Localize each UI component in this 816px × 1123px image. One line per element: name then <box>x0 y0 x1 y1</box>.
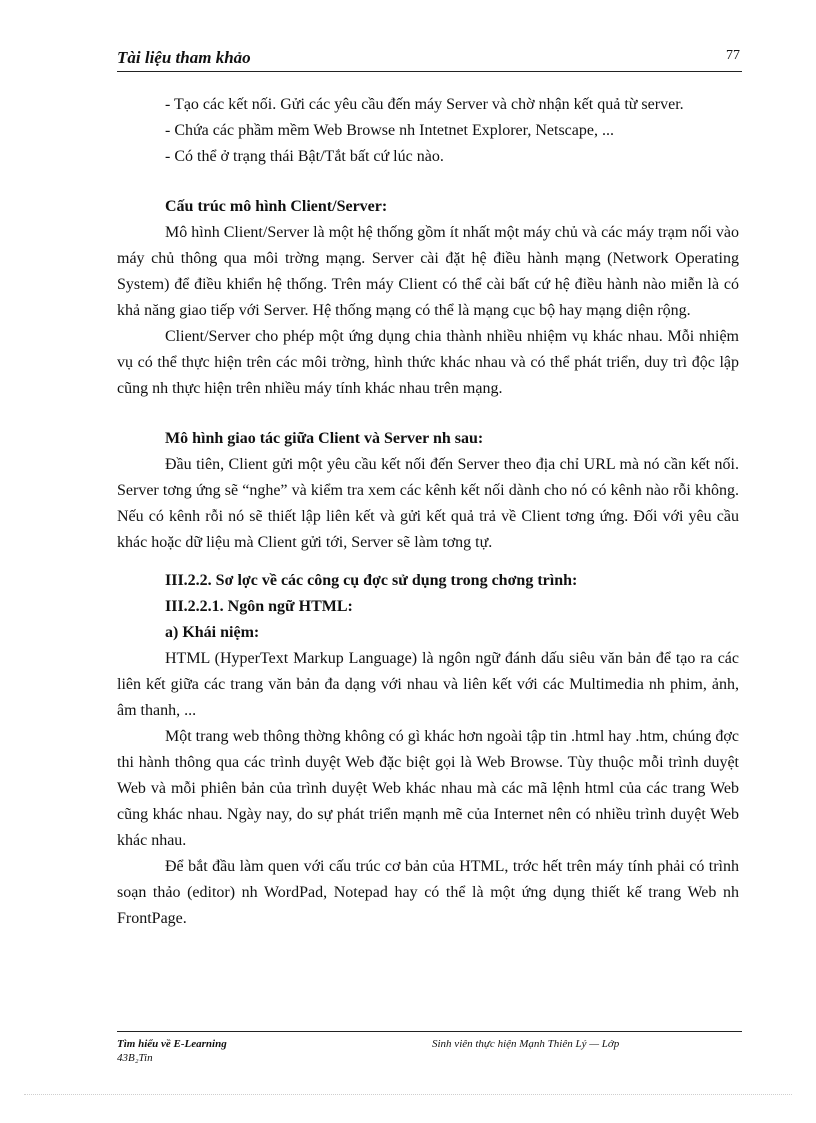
header-title: Tài liệu tham khảo <box>117 48 251 67</box>
body-paragraph: Để bắt đầu làm quen với cấu trúc cơ bản của HTML, trớc hết trên máy tính phải có trình soạn thảo (editor) nh WordPad, Notepad hay có thể là một ứng dụng thiết kế trang Web nh FrontPage. <box>117 858 739 927</box>
bullet-paragraph: - Chứa các phầm mềm Web Browse nh Intetnet Explorer, Netscape, ... <box>165 122 614 139</box>
body-paragraph: HTML (HyperText Markup Language) là ngôn ngữ đánh dấu siêu văn bản để tạo ra các liên kết giữa các trang văn bản đa dạng với nhau và liên kết với các Multimedia nh phim, ảnh, âm thanh, ... <box>117 650 739 719</box>
document-body <box>117 92 739 932</box>
section-heading: Mô hình giao tác giữa Client và Server nh sau: <box>165 430 484 447</box>
section-heading: III.2.2. Sơ lợc về các công cụ đợc sử dụng trong chơng trình: <box>165 572 578 589</box>
footer-class: 43B₂Tin <box>117 1052 153 1064</box>
page-edge-dots <box>24 1094 792 1095</box>
footer-title: Tìm hiểu về E-Learning <box>117 1038 227 1050</box>
body-paragraph: Một trang web thông thờng không có gì khác hơn ngoài tập tin .html hay .htm, chúng đợc thi hành thông qua các trình duyệt Web đặc biệt gọi là Web Browse. Tùy thuộc mỗi trình duyệt Web và mỗi phiên bản của trình duyệt Web khác nhau mà các mã lệnh html của các trang Web cũng khác nhau. Ngày nay, do sự phát triển mạnh mẽ của Internet nên có nhiều trình duyệt Web khác nhau. <box>117 728 739 849</box>
footer-rule <box>117 1031 742 1032</box>
bullet-paragraph: - Tạo các kết nối. Gửi các yêu cầu đến máy Server và chờ nhận kết quả từ server. <box>165 96 684 113</box>
subsection-heading: III.2.2.1. Ngôn ngữ HTML: <box>165 598 353 615</box>
body-paragraph: Client/Server cho phép một ứng dụng chia thành nhiều nhiệm vụ khác nhau. Mỗi nhiệm vụ có thể thực hiện trên các môi trờng, hình thức khác nhau và có thể phát triển, duy trì độc lập cũng nh thực hiện trên nhiều máy tính khác nhau trên mạng. <box>117 328 739 397</box>
bullet-paragraph: - Có thể ở trạng thái Bật/Tắt bất cứ lúc nào. <box>165 148 444 165</box>
page-number: 77 <box>726 48 740 63</box>
subsection-heading: a) Khái niệm: <box>165 624 260 641</box>
body-paragraph: Mô hình Client/Server là một hệ thống gồm ít nhất một máy chủ và các máy trạm nối vào máy chủ thông qua môi trờng mạng. Server cài đặt hệ điều hành mạng (Network Operating System) để điều khiển hệ thống. Trên máy Client có thể cài bất cứ hệ điều hành nào miễn là có khả năng giao tiếp với Server. Hệ thống mạng có thể là mạng cục bộ hay mạng diện rộng. <box>117 224 739 319</box>
spacer <box>117 556 739 568</box>
footer-author: Sinh viên thực hiện Mạnh Thiên Lý — Lớp <box>432 1038 620 1050</box>
page-header <box>117 44 742 70</box>
spacer <box>117 402 739 426</box>
header-rule <box>117 71 742 72</box>
body-paragraph: Đầu tiên, Client gửi một yêu cầu kết nối đến Server theo địa chỉ URL mà nó cần kết nối. Server tơng ứng sẽ “nghe” và kiểm tra xem các kênh kết nối dành cho nó có kênh nào rỗi không. Nếu có kênh rỗi nó sẽ thiết lập liên kết và gửi kết quả trả về Client tơng ứng. Đối với yêu cầu khác hoặc dữ liệu mà Client gửi tới, Server sẽ làm tơng tự. <box>117 456 739 551</box>
footer-left <box>117 1037 297 1065</box>
section-heading: Cấu trúc mô hình Client/Server: <box>165 198 388 215</box>
spacer <box>117 170 739 194</box>
